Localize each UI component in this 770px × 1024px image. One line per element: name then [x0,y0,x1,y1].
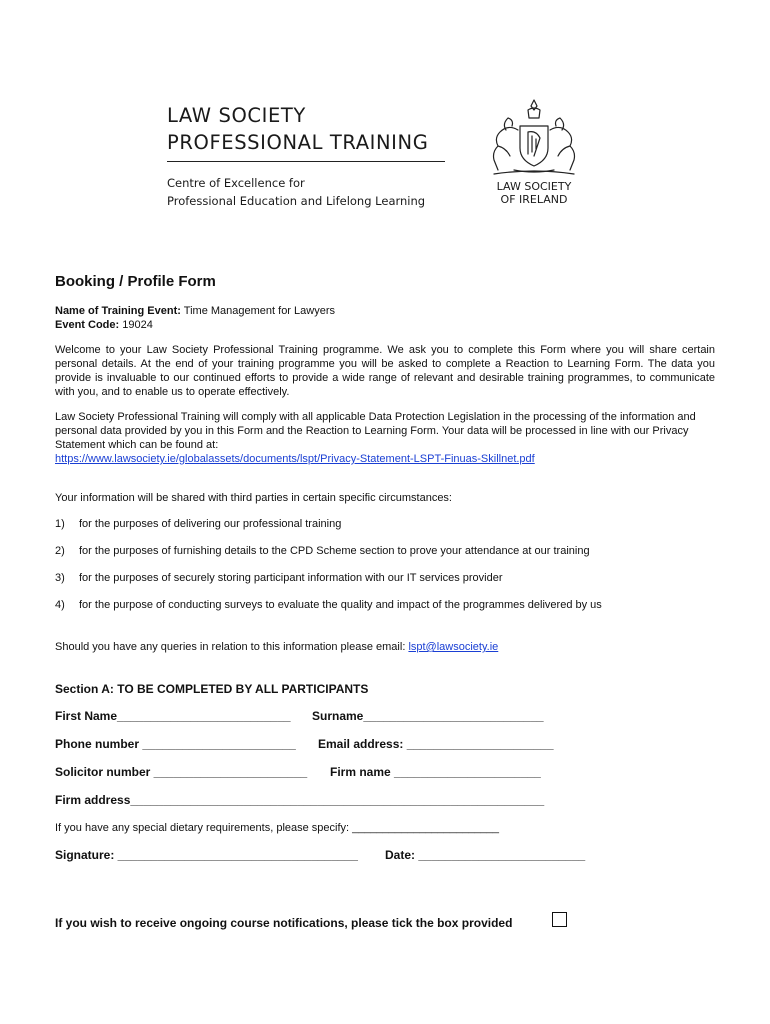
contact-email-link[interactable]: lspt@lawsociety.ie [408,641,499,653]
queries-row [55,640,498,654]
firm-address-field[interactable]: Firm address______________________________________________________________ [55,793,545,807]
notifications-label: If you wish to receive ongoing course notifications, please tick the box provided [55,916,513,930]
brand-title-line1: LAW SOCIETY [167,104,306,127]
first-name-field[interactable]: First Name__________________________ [55,709,291,723]
brand-title-line2: PROFESSIONAL TRAINING [167,131,429,154]
shared-intro: Your information will be shared with third parties in certain specific circumstances: [55,492,452,504]
event-name-row [55,304,335,318]
solicitor-number-field[interactable]: Solicitor number _______________________ [55,765,308,779]
email-address-field[interactable]: Email address: ______________________ [318,737,554,751]
surname-field[interactable]: Surname___________________________ [312,709,544,723]
law-society-crest-icon [484,96,584,178]
event-code-row [55,318,153,332]
list-item-text: for the purposes of furnishing details to the CPD Scheme section to prove your attendance at our training [79,545,590,557]
event-code-label: Event Code: [55,319,120,331]
form-title: Booking / Profile Form [55,273,216,290]
dietary-requirements-field[interactable]: If you have any special dietary requirements, please specify: ________________________ [55,822,499,834]
crest-caption-line1: LAW SOCIETY [496,180,572,193]
compliance-text: Law Society Professional Training will comply with all applicable Data Protection Legislation in the processing of the information and personal data provided by you in this Form and the Reaction to Learning Form. Your data will be processed in line with our Privacy Statement which can be found at: [55,411,696,451]
date-field[interactable]: Date: _________________________ [385,848,586,862]
signature-field[interactable]: Signature: ____________________________________ [55,848,358,862]
event-code-value: 19024 [119,319,153,331]
brand-divider [167,161,445,162]
brand-subtitle-line1: Centre of Excellence for [167,176,305,190]
crest-caption-line2: OF IRELAND [500,193,568,206]
phone-number-field[interactable]: Phone number _______________________ [55,737,296,751]
queries-text: Should you have any queries in relation to this information please email: [55,641,409,653]
event-name-label: Name of Training Event: [55,305,181,317]
notifications-checkbox[interactable] [552,912,567,927]
list-item-number: 3) [55,572,65,584]
list-item-number: 2) [55,545,65,557]
welcome-paragraph: Welcome to your Law Society Professional Training programme. We ask you to complete this Form where you will share certain personal details. At the end of your training programme you will be asked to complete a Reaction to Learning Form. The data you provide is invaluable to our continued efforts to provide a wide range of relevant and desirable training programmes, to communicate with you, and to enable us to operate effectively. [55,344,715,398]
privacy-statement-link[interactable]: https://www.lawsociety.ie/globalassets/documents/lspt/Privacy-Statement-LSPT-Finuas-Skillnet.pdf [55,453,535,465]
event-name-value: Time Management for Lawyers [180,305,335,317]
section-a-heading: Section A: TO BE COMPLETED BY ALL PARTICIPANTS [55,682,369,696]
list-item-number: 4) [55,599,65,611]
list-item-text: for the purpose of conducting surveys to evaluate the quality and impact of the programmes delivered by us [79,599,602,611]
list-item-number: 1) [55,518,65,530]
compliance-paragraph [55,410,715,466]
brand-subtitle-line2: Professional Education and Lifelong Learning [167,194,426,208]
list-item-text: for the purposes of delivering our professional training [79,518,342,530]
firm-name-field[interactable]: Firm name ______________________ [330,765,541,779]
list-item-text: for the purposes of securely storing participant information with our IT services provider [79,572,503,584]
